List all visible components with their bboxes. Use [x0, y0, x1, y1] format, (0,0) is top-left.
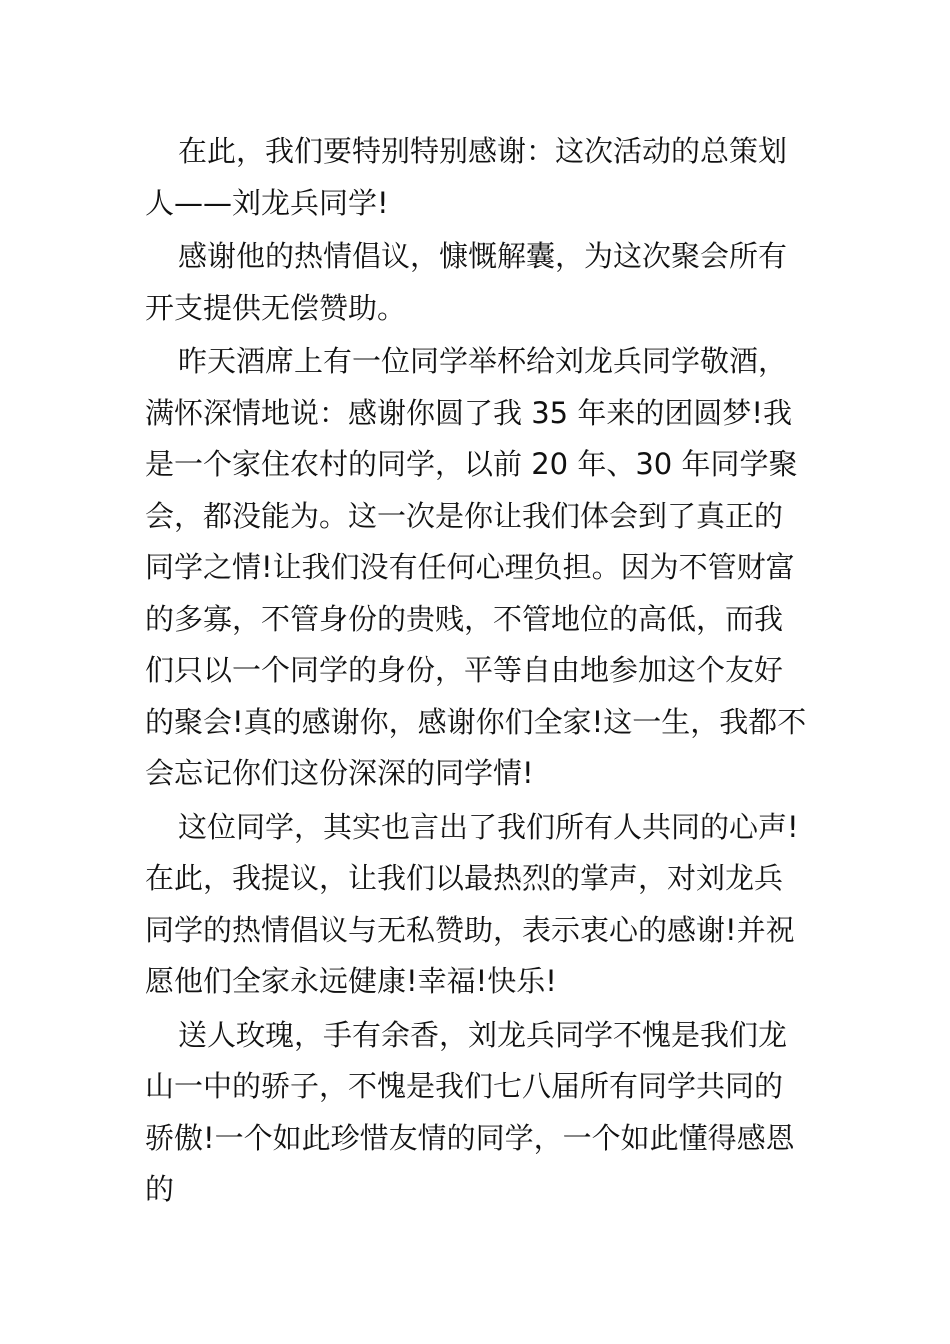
paragraph-toast-story: 昨天酒席上有一位同学举杯给刘龙兵同学敬酒，满怀深情地说：感谢你圆了我 35 年来的团圆梦!我是一个家住农村的同学，以前 20 年、30 年同学聚会，都没能为。这一次是你让我们体会到了真正的同学之情!让我们没有任何心理负担。因为不管财富的多寡，不管身份的贵贱，不管地位的高低，而我们只以一个同学的身份，平等自由地参加这个友好的聚会!真的感谢你，感谢你们全家!这一生，我都不会忘记你们这份深深的同学情! [145, 344, 807, 790]
paragraph-sponsorship: 感谢他的热情倡议，慷慨解囊，为这次聚会所有开支提供无偿赞助。 [145, 239, 788, 325]
document-body [145, 126, 810, 1218]
paragraph-thanks-organizer: 在此，我们要特别特别感谢：这次活动的总策划人——刘龙兵同学! [145, 134, 788, 220]
paragraph-common-voice: 这位同学，其实也言出了我们所有人共同的心声!在此，我提议，让我们以最热烈的掌声，对刘龙兵同学的热情倡议与无私赞助，表示衷心的感谢!并祝愿他们全家永远健康!幸福!快乐! [145, 809, 799, 998]
paragraph-roses: 送人玫瑰，手有余香，刘龙兵同学不愧是我们龙山一中的骄子，不愧是我们七八届所有同学共同的骄傲!一个如此珍惜友情的同学，一个如此懂得感恩的 [145, 1017, 795, 1206]
